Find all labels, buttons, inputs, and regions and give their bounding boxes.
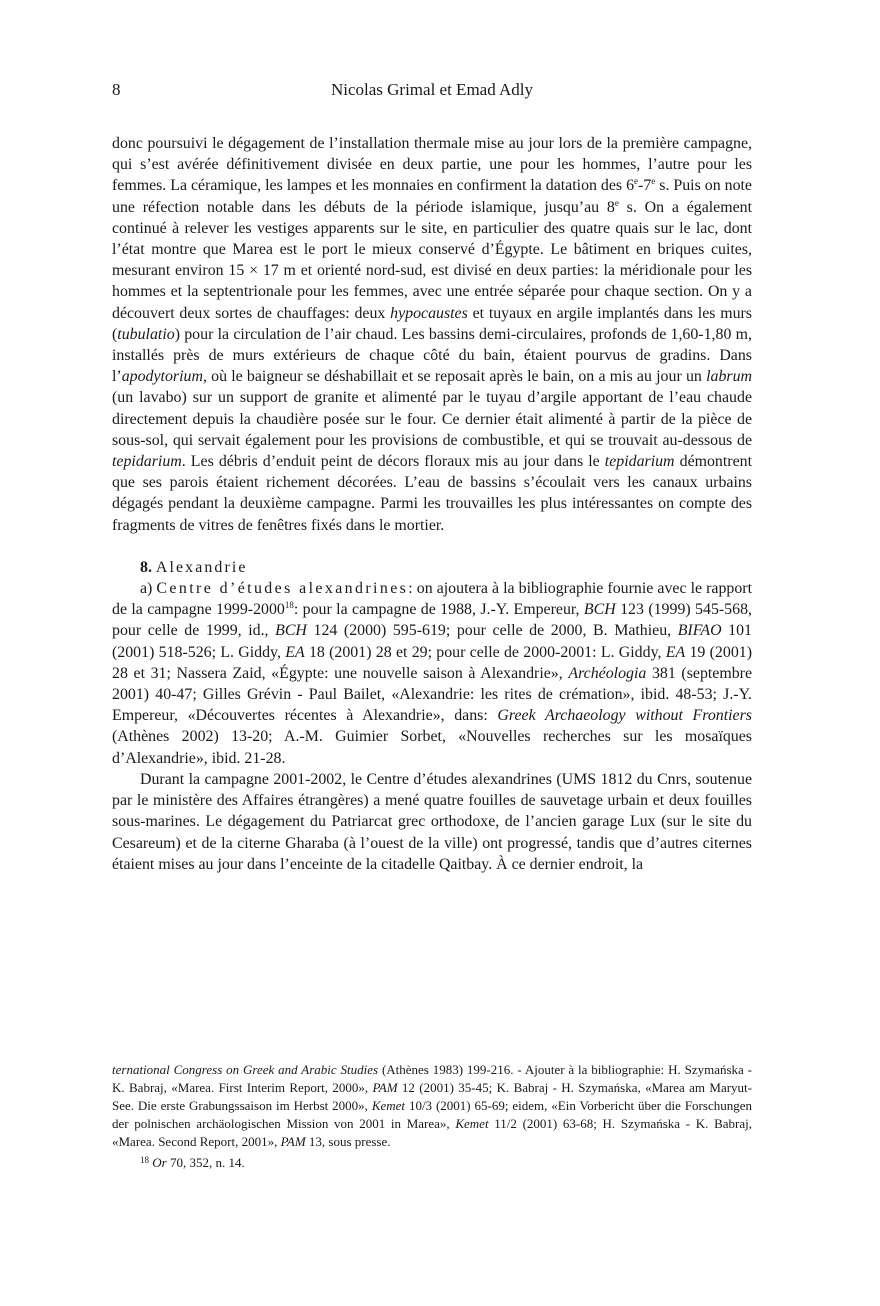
main-text bbox=[112, 133, 752, 875]
footnote-continuation: ternational Congress on Greek and Arabic Studies (Athènes 1983) 199-216. - Ajouter à la bibliographie: H. Szymańska - K. Babraj, «Marea. First Interim Report, 2000», PAM 12 (2001) 35-45; K. Babraj - H. Szymańska, «Marea am Maryut-See. Die erste Grabungssaison im Herbst 2000», Kemet 10/3 (2001) 65-69; eidem, «Ein Vorbericht über die Forschungen der polnischen archäologischen Mission von 2001 in Marea», Kemet 11/2 (2001) 63-68; H. Szymańska - K. Babraj, «Marea. Second Report, 2001», PAM 13, sous presse. bbox=[112, 1062, 752, 1149]
section-number: 8. bbox=[140, 558, 152, 576]
footnote-18: $^{18}$ Or 70, 352, n. 14. bbox=[140, 1155, 245, 1170]
paragraph-thermal-installation: donc poursuivi le dégagement de l’installation thermale mise au jour lors de la première campagne, qui s’est avérée définitivement divisée en deux partie, une pour les hommes, l’autre pour les femmes. La céramique, les lampes et les monnaies en confirment la datation des 6e-7e s. Puis on note une réfection notable dans les débuts de la période islamique, jusqu’au 8e s. On a également continué à relever les vestiges apparents sur le site, en particulier des quatre quais sur le lac, dont l’état montre que Marea est le port le mieux conservé d’Égypte. Le bâtiment en briques cuites, mesurant environ 15 × 17 m et orienté nord-sud, est divisé en deux parties: la méridionale pour les hommes et la septentrionale pour les femmes, avec une entrée séparée pour chaque section. On y a découvert deux sortes de chauffages: deux hypocaustes et tuyaux en argile implantés dans les murs (tubulatio) pour la circulation de l’air chaud. Les bassins demi-circulaires, profonds de 1,60-1,80 m, installés près de murs extérieurs de chaque côté du bain, étaient pourvus de gradins. Dans l’apodytorium, où le baigneur se déshabillait et se reposait après le bain, on a mis au jour un labrum (un lavabo) sur un support de granite et alimenté par le tuyau d’argile apportant de l’eau chaude directement depuis la chaudière posée sur le four. Ce dernier était alimenté à partir de la pièce de sous-sol, qui servait également pour les provisions de combustible, et qui se trouvait au-dessous de tepidarium. Les débris d’enduit peint de décors floraux mis au jour dans le tepidarium démontrent que ses parois étaient richement décorées. L’eau de bassins s’écoulait vers les canaux urbains dégagés pendant la deuxième campagne. Parmi les trouvailles les plus intéressantes on compte des fragments de vitres de fenêtres fixés dans le mortier. bbox=[112, 135, 752, 534]
footnote-number: 18 bbox=[140, 1155, 149, 1165]
section-heading-alexandrie bbox=[112, 557, 752, 578]
paragraph-campaign-2001-2002: Durant la campagne 2001-2002, le Centre d’études alexandrines (UMS 1812 du Cnrs, soutenue par le ministère des Affaires étrangères) a mené quatre fouilles de sauvetage urbain et deux fouilles sous-marines. Le dégagement du Patriarcat grec orthodoxe, de l’ancien garage Lux (sur le site du Cesareum) et de la citerne Gharaba (à l’ouest de la ville) ont progressé, tandis que d’autres citernes étaient mises au jour dans l’enceinte de la citadelle Qaitbay. À ce dernier endroit, la bbox=[112, 770, 752, 873]
section-title: Alexandrie bbox=[155, 558, 248, 576]
subsection-title: Centre d’études alexandrines bbox=[156, 580, 409, 598]
page-number: 8 bbox=[112, 80, 121, 99]
paragraph-bibliography: a) Centre d’études alexandrines: on ajoutera à la bibliographie fournie avec le rapport de la campagne 1999-2000$^{18}$: pour la campagne de 1988, J.-Y. Empereur, BCH 123 (1999) 545-568, pour celle de 1999, id., BCH 124 (2000) 595-619; pour celle de 2000, B. Mathieu, BIFAO 101 (2001) 518-526; L. Giddy, EA 18 (2001) 28 et 29; pour celle de 2000-2001: L. Giddy, EA 19 (2001) 28 et 31; Nassera Zaid, «Égypte: une nouvelle saison à Alexandrie», Archéologia 381 (septembre 2001) 40-47; Gilles Grévin - Paul Bailet, «Alexandrie: les rites de crémation», ibid. 48-53; J.-Y. Empereur, «Découvertes récentes à Alexandrie», dans: Greek Archaeology without Frontiers (Athènes 2002) 13-20; A.-M. Guimier Sorbet, «Nouvelles recherches sur les mosaïques d’Alexandrie», ibid. 21-28. bbox=[112, 580, 753, 767]
running-title: Nicolas Grimal et Emad Adly bbox=[330, 80, 534, 99]
footnote-marker: 18 bbox=[284, 600, 294, 611]
running-header bbox=[112, 80, 752, 104]
footnotes bbox=[112, 1061, 752, 1172]
